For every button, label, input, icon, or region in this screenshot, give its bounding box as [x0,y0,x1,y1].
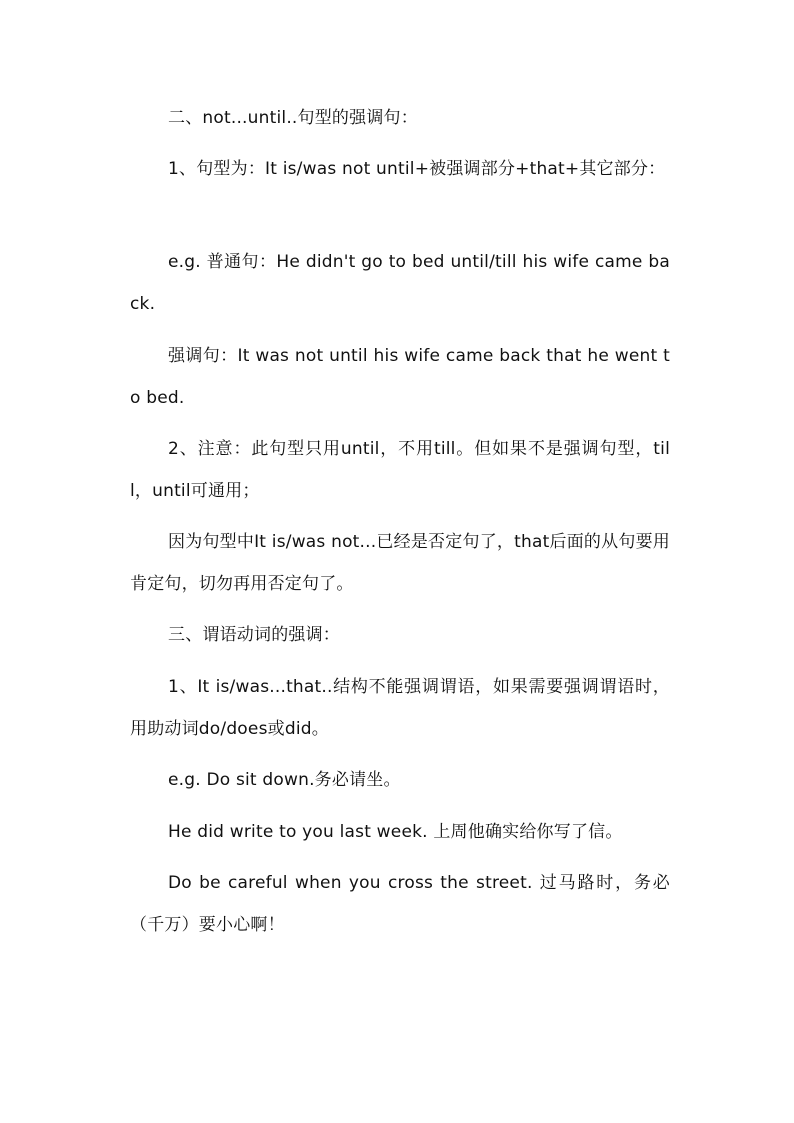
paragraph-note-reason: 因为句型中It is/was not...已经是否定句了，that后面的从句要用肯定句，切勿再用否定句了。 [130,532,670,594]
paragraph-example-did-write: He did write to you last week. 上周他确实给你写了信。 [168,822,623,842]
paragraph-example-be-careful: Do be careful when you cross the street. 过马路时，务必（千万）要小心啊！ [130,873,670,935]
paragraph-example-sit-down: e.g. Do sit down.务必请坐。 [168,770,401,790]
section-heading-not-until: 二、not...until..句型的强调句： [168,108,418,128]
paragraph-example-normal: e.g. 普通句：He didn't go to bed until/till his wife came back. [130,252,670,314]
paragraph-sentence-pattern: 1、句型为：It is/was not until+被强调部分+that+其它部分： [168,159,666,179]
paragraph-note: 2、注意：此句型只用until，不用till。但如果不是强调句型，till，until可通用； [130,439,670,501]
paragraph-example-emphatic: 强调句：It was not until his wife came back that he went to bed. [130,346,670,408]
paragraph-predicate-rule: 1、It is/was...that..结构不能强调谓语，如果需要强调谓语时，用助动词do/does或did。 [130,677,670,739]
section-heading-predicate: 三、谓语动词的强调： [168,625,340,645]
